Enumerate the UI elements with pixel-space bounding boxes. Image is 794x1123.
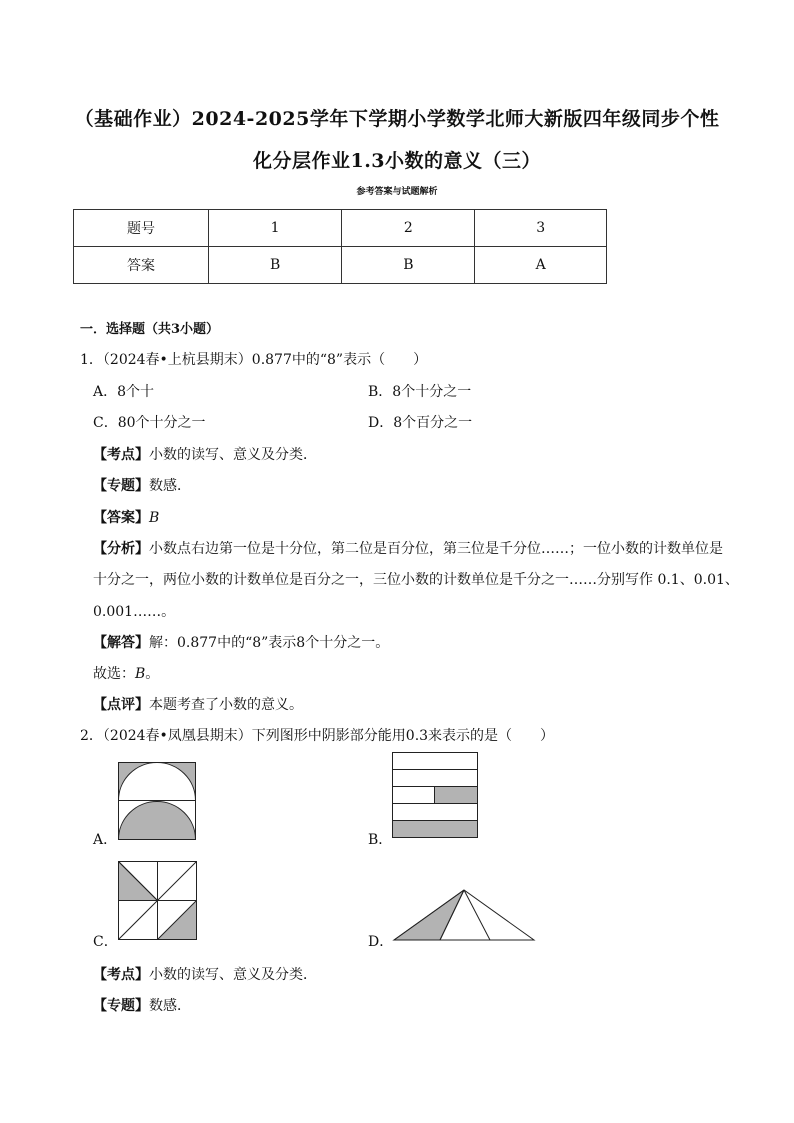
q2-figure-a <box>118 762 196 840</box>
figure-b-shaded-half-strip <box>435 787 478 804</box>
kaodian-tag: 【考点】 <box>93 967 149 983</box>
q1-guxuan <box>93 663 159 683</box>
q2-stem: 2．（2024春•凤凰县期末）下列图形中阴影部分能用0.3来表示的是（ ） <box>80 728 555 744</box>
section-heading: 一．选择题（共3小题） <box>80 322 220 337</box>
figure-d-divider <box>464 890 490 940</box>
q1-jieda <box>93 632 389 652</box>
figure-b-shaded-strip <box>393 821 478 838</box>
q1-daan <box>93 507 159 527</box>
guxuan-answer: B <box>135 666 146 682</box>
q1-stem: 1．（2024春•上杭县期末）0.877中的“8”表示（ ） <box>80 352 428 368</box>
q1-option-b: B．8个十分之一 <box>368 384 472 400</box>
zhuanti-text: 数感． <box>149 998 191 1014</box>
answer-table-number-row <box>74 210 607 247</box>
q2-figure-b <box>392 752 480 840</box>
fenxi-tag: 【分析】 <box>93 541 149 557</box>
kaodian-text: 小数的读写、意义及分类． <box>149 447 317 463</box>
q1-option-c: C．80个十分之一 <box>93 415 206 431</box>
daan-tag: 【答案】 <box>93 510 149 526</box>
dianping-tag: 【点评】 <box>93 697 149 713</box>
table-cell: 2 <box>342 210 475 247</box>
zhuanti-text: 数感． <box>149 478 191 494</box>
q1-option-d: D．8个百分之一 <box>368 415 473 431</box>
table-cell: 1 <box>209 210 342 247</box>
figure-c-diagonal <box>158 862 197 901</box>
q2-label-b: B． <box>368 832 393 848</box>
document-title-line-1: （基础作业）2024-2025学年下学期小学数学北师大新版四年级同步个性 <box>74 108 720 130</box>
fenxi-text-2: 十分之一，两位小数的计数单位是百分之一，三位小数的计数单位是千分之一……分别写作 0.1、0.01、 <box>93 572 739 588</box>
document-subtitle: 参考答案与试题解析 <box>356 187 438 197</box>
q1-kaodian <box>93 444 317 464</box>
document-title-line-2: 化分层作业1.3小数的意义（三） <box>252 150 542 172</box>
table-header-cell: 答案 <box>74 247 209 284</box>
q2-figure-c <box>118 861 197 940</box>
dianping-text: 本题考查了小数的意义。 <box>149 697 303 713</box>
q1-zhuanti <box>93 475 191 495</box>
table-cell: 3 <box>475 210 607 247</box>
q2-figure-d <box>392 888 538 942</box>
answer-table-answer-row <box>74 247 607 284</box>
kaodian-tag: 【考点】 <box>93 447 149 463</box>
table-header-cell: 题号 <box>74 210 209 247</box>
table-cell: B <box>209 247 342 284</box>
jieda-text: 解：0.877中的“8”表示8个十分之一。 <box>149 635 390 651</box>
answer-table <box>73 209 607 284</box>
fenxi-text-1: 小数点右边第一位是十分位，第二位是百分位，第三位是千分位……；一位小数的计数单位是 <box>149 541 723 557</box>
q1-dianping <box>93 694 303 714</box>
figure-c-diagonal <box>119 901 158 940</box>
jieda-tag: 【解答】 <box>93 635 149 651</box>
zhuanti-tag: 【专题】 <box>93 998 149 1014</box>
q1-option-a: A．8个十 <box>93 384 155 400</box>
q2-label-a: A． <box>93 832 118 848</box>
fenxi-text-3: 0.001……。 <box>93 604 176 620</box>
kaodian-text: 小数的读写、意义及分类． <box>149 967 317 983</box>
q2-label-d: D． <box>368 934 394 950</box>
q2-kaodian <box>93 964 317 984</box>
q2-zhuanti <box>93 995 191 1015</box>
table-cell: A <box>475 247 607 284</box>
q2-label-c: C． <box>93 934 118 950</box>
zhuanti-tag: 【专题】 <box>93 478 149 494</box>
guxuan-prefix: 故选： <box>93 666 135 682</box>
guxuan-suffix: 。 <box>145 666 160 682</box>
table-cell: B <box>342 247 475 284</box>
daan-text: B <box>149 510 160 526</box>
q1-fenxi <box>93 538 723 558</box>
